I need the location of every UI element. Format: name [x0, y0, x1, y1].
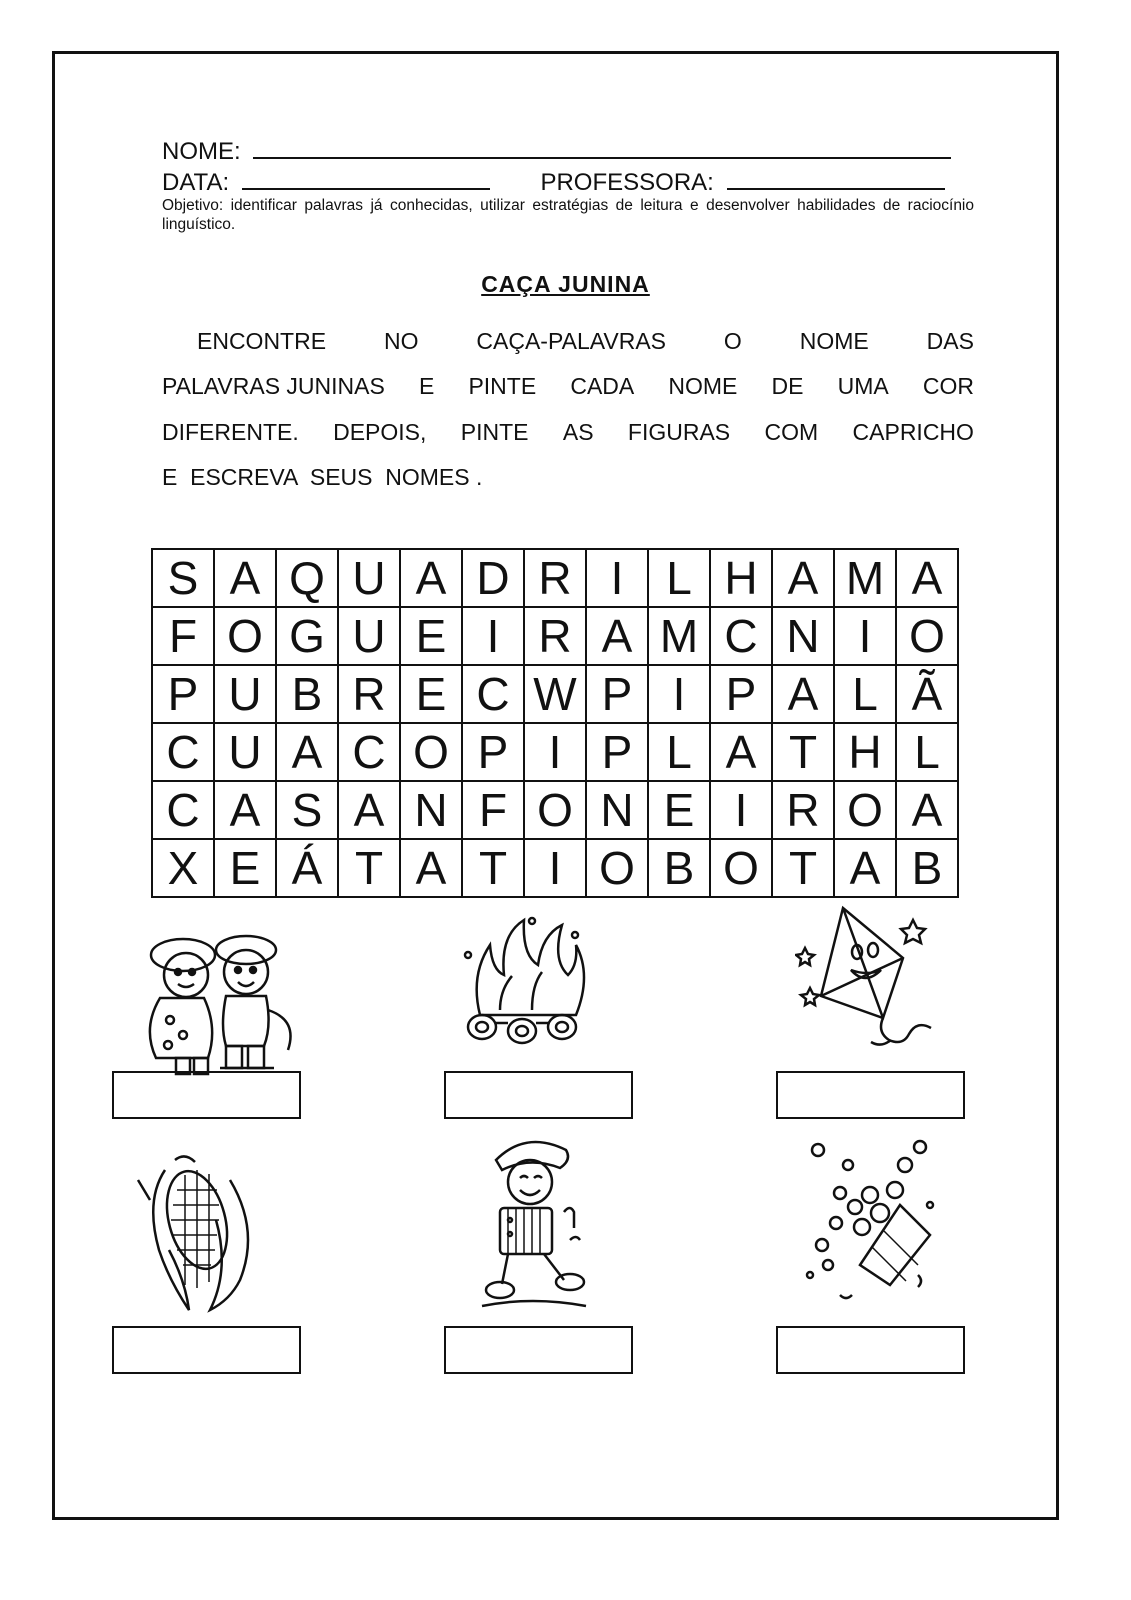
instruction-line-4: E ESCREVA SEUS NOMES .	[162, 464, 483, 490]
instruction-word: CADA	[570, 373, 635, 399]
answer-box-3[interactable]	[776, 1071, 965, 1119]
data-line[interactable]	[242, 164, 490, 190]
answer-box-1[interactable]	[112, 1071, 301, 1119]
grid-cell[interactable]: O	[586, 839, 648, 897]
grid-cell[interactable]: F	[462, 781, 524, 839]
grid-cell[interactable]: L	[834, 665, 896, 723]
grid-row	[152, 549, 958, 607]
corn-illustration	[135, 1150, 265, 1315]
grid-cell[interactable]: R	[524, 549, 586, 607]
grid-cell[interactable]: A	[896, 549, 958, 607]
grid-cell[interactable]: Q	[276, 549, 338, 607]
grid-cell[interactable]: R	[524, 607, 586, 665]
nome-row	[162, 133, 951, 166]
grid-cell[interactable]: U	[214, 723, 276, 781]
instruction-word: DIFERENTE.	[162, 419, 299, 445]
instruction-word: COR	[922, 373, 974, 399]
grid-cell[interactable]: M	[834, 549, 896, 607]
grid-cell[interactable]: E	[214, 839, 276, 897]
answer-box-4[interactable]	[112, 1326, 301, 1374]
grid-cell[interactable]: T	[338, 839, 400, 897]
grid-cell[interactable]: A	[214, 549, 276, 607]
grid-cell[interactable]: A	[772, 549, 834, 607]
instruction-word: DAS	[926, 328, 974, 354]
grid-cell[interactable]: E	[400, 665, 462, 723]
word-search-grid	[151, 548, 959, 898]
grid-cell[interactable]: A	[400, 549, 462, 607]
grid-cell[interactable]: U	[214, 665, 276, 723]
grid-cell[interactable]: U	[338, 549, 400, 607]
grid-cell[interactable]: Á	[276, 839, 338, 897]
grid-cell[interactable]: B	[648, 839, 710, 897]
grid-row	[152, 839, 958, 897]
grid-cell[interactable]: X	[152, 839, 214, 897]
grid-cell[interactable]: A	[834, 839, 896, 897]
professora-line[interactable]	[727, 164, 945, 190]
grid-cell[interactable]: A	[338, 781, 400, 839]
grid-cell[interactable]: P	[586, 723, 648, 781]
grid-cell[interactable]: B	[896, 839, 958, 897]
answer-box-6[interactable]	[776, 1326, 965, 1374]
grid-cell[interactable]: P	[586, 665, 648, 723]
data-row	[162, 164, 945, 197]
grid-cell[interactable]: A	[586, 607, 648, 665]
instruction-word: DEPOIS,	[333, 419, 427, 445]
grid-cell[interactable]: R	[338, 665, 400, 723]
nome-label: NOME:	[162, 138, 241, 165]
grid-cell[interactable]: L	[648, 549, 710, 607]
grid-cell[interactable]: P	[152, 665, 214, 723]
grid-cell[interactable]: A	[772, 665, 834, 723]
instruction-word: FIGURAS	[627, 419, 731, 445]
grid-cell[interactable]: C	[152, 781, 214, 839]
instruction-word: ENCONTRE	[197, 328, 327, 354]
instruction-word: NOME	[668, 373, 738, 399]
grid-row	[152, 665, 958, 723]
grid-cell[interactable]: C	[462, 665, 524, 723]
grid-cell[interactable]: I	[710, 781, 772, 839]
instruction-word: NO	[383, 328, 419, 354]
grid-cell[interactable]: O	[214, 607, 276, 665]
grid-cell[interactable]: T	[772, 723, 834, 781]
instruction-word: PALAVRAS JUNINAS	[162, 373, 385, 399]
grid-cell[interactable]: I	[648, 665, 710, 723]
instruction-line-3	[162, 418, 974, 446]
grid-cell[interactable]: R	[772, 781, 834, 839]
answer-box-5[interactable]	[444, 1326, 633, 1374]
instruction-word: CAÇA-PALAVRAS	[476, 328, 666, 354]
grid-row	[152, 607, 958, 665]
grid-cell[interactable]: N	[586, 781, 648, 839]
grid-cell[interactable]: A	[896, 781, 958, 839]
grid-cell[interactable]: P	[710, 665, 772, 723]
answer-box-2[interactable]	[444, 1071, 633, 1119]
grid-cell[interactable]: I	[834, 607, 896, 665]
instruction-word: PINTE	[468, 373, 537, 399]
grid-cell[interactable]: M	[648, 607, 710, 665]
grid-row	[152, 781, 958, 839]
popcorn-illustration	[800, 1135, 940, 1305]
grid-cell[interactable]: A	[214, 781, 276, 839]
instruction-line-1	[162, 327, 974, 355]
grid-cell[interactable]: C	[338, 723, 400, 781]
instruction-word: UMA	[837, 373, 889, 399]
nome-line[interactable]	[253, 133, 951, 159]
grid-cell[interactable]: O	[400, 723, 462, 781]
grid-cell[interactable]: I	[524, 723, 586, 781]
grid-cell[interactable]: O	[710, 839, 772, 897]
grid-cell[interactable]: O	[524, 781, 586, 839]
accordion-player-illustration	[478, 1130, 588, 1310]
grid-cell[interactable]: T	[462, 839, 524, 897]
grid-cell[interactable]: H	[834, 723, 896, 781]
grid-cell[interactable]: S	[276, 781, 338, 839]
grid-cell[interactable]: E	[648, 781, 710, 839]
instruction-word: O	[723, 328, 742, 354]
grid-row	[152, 723, 958, 781]
grid-cell[interactable]: U	[338, 607, 400, 665]
dancing-couple-illustration	[128, 920, 303, 1080]
grid-cell[interactable]: Ã	[896, 665, 958, 723]
grid-cell[interactable]: G	[276, 607, 338, 665]
grid-cell[interactable]: B	[276, 665, 338, 723]
bonfire-illustration	[460, 915, 590, 1050]
grid-cell[interactable]: H	[710, 549, 772, 607]
data-label: DATA:	[162, 169, 230, 196]
instruction-word: DE	[771, 373, 804, 399]
professora-label: PROFESSORA:	[540, 169, 714, 196]
grid-cell[interactable]: I	[524, 839, 586, 897]
grid-cell[interactable]: N	[400, 781, 462, 839]
grid-cell[interactable]: I	[586, 549, 648, 607]
grid-cell[interactable]: F	[152, 607, 214, 665]
grid-cell[interactable]: T	[772, 839, 834, 897]
grid-cell[interactable]: A	[710, 723, 772, 781]
instruction-word: E	[418, 373, 435, 399]
grid-cell[interactable]: D	[462, 549, 524, 607]
grid-cell[interactable]: L	[896, 723, 958, 781]
instruction-word: COM	[764, 419, 819, 445]
objective-text: Objetivo: identificar palavras já conhecidas, utilizar estratégias de leitura e desenvolver habilidades de raciocínio linguístico.	[162, 197, 974, 233]
grid-cell[interactable]: P	[462, 723, 524, 781]
instruction-word: NOME	[799, 328, 869, 354]
grid-cell[interactable]: W	[524, 665, 586, 723]
instruction-word: AS	[562, 419, 594, 445]
instruction-line-2	[162, 372, 974, 400]
grid-cell[interactable]: O	[834, 781, 896, 839]
grid-cell[interactable]: E	[400, 607, 462, 665]
grid-cell[interactable]: C	[152, 723, 214, 781]
grid-cell[interactable]: L	[648, 723, 710, 781]
instruction-word: CAPRICHO	[852, 419, 974, 445]
grid-cell[interactable]: C	[710, 607, 772, 665]
grid-cell[interactable]: O	[896, 607, 958, 665]
grid-cell[interactable]: S	[152, 549, 214, 607]
worksheet-title: CAÇA JUNINA	[481, 271, 650, 297]
grid-cell[interactable]: A	[276, 723, 338, 781]
kite-illustration	[795, 900, 940, 1055]
grid-cell[interactable]: I	[462, 607, 524, 665]
grid-cell[interactable]: A	[400, 839, 462, 897]
grid-cell[interactable]: N	[772, 607, 834, 665]
instruction-word: PINTE	[460, 419, 529, 445]
